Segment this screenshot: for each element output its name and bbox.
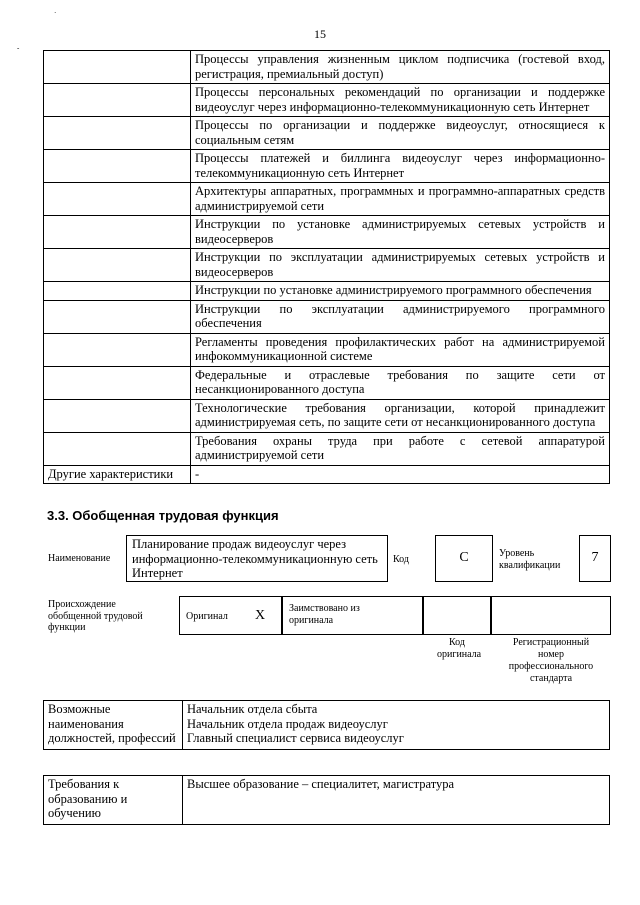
table-cell-empty xyxy=(44,399,191,432)
table-cell-empty xyxy=(44,282,191,301)
table-cell: Требования охраны труда при работе с сетевой аппаратурой администрируемой сети xyxy=(191,432,610,465)
table-row xyxy=(44,776,610,825)
code-label: Код xyxy=(393,554,409,565)
table-row-other xyxy=(44,465,610,484)
name-value: Планирование продаж видеоуслуг через информационно-телекоммуникационную сеть Интернет xyxy=(132,537,378,580)
table-cell-empty xyxy=(44,84,191,117)
other-characteristics-value: - xyxy=(191,465,610,484)
table-cell: Архитектуры аппаратных, программных и программно-аппаратных средств администрируемой сети xyxy=(191,183,610,216)
origin-code-box xyxy=(423,596,491,635)
origin-label: Происхождение обобщенной трудовой функции xyxy=(48,599,143,633)
table-cell: Инструкции по эксплуатации администрируемого программного обеспечения xyxy=(191,300,610,333)
list-item: Начальник отдела продаж видеоуслуг xyxy=(187,716,388,731)
education-label: Требования к образованию и обучению xyxy=(44,776,183,825)
name-label: Наименование xyxy=(48,553,111,564)
borrowed-label: Заимствовано из оригинала xyxy=(289,603,360,626)
table-cell-empty xyxy=(44,249,191,282)
table-cell-empty xyxy=(44,183,191,216)
table-row xyxy=(44,51,610,84)
table-row xyxy=(44,249,610,282)
origin-code-label: Код оригинала xyxy=(437,637,482,660)
knowledge-table xyxy=(43,50,610,484)
table-cell: Процессы платежей и биллинга видеоуслуг через информационно-телекоммуникационную сеть Интернет xyxy=(191,150,610,183)
table-cell-empty xyxy=(44,150,191,183)
table-cell-empty xyxy=(44,432,191,465)
education-value: Высшее образование – специалитет, магистратура xyxy=(183,776,610,825)
table-row xyxy=(44,399,610,432)
table-cell: Процессы персональных рекомендаций по организации и поддержке видеоуслуг через информационно-телекоммуникационную сеть Интернет xyxy=(191,84,610,117)
list-item: Главный специалист сервиса видеоуслуг xyxy=(187,731,404,745)
table-cell-empty xyxy=(44,51,191,84)
table-cell: Процессы управления жизненным циклом подписчика (гостевой вход, регистрация, премиальный доступ) xyxy=(191,51,610,84)
table-cell-empty xyxy=(44,300,191,333)
table-row xyxy=(44,282,610,301)
table-cell: Технологические требования организации, которой принадлежит администрируемая сеть, по защите сети от несанкционированного доступа xyxy=(191,399,610,432)
scan-mark: · xyxy=(54,9,57,17)
level-label: Уровень квалификации xyxy=(499,548,561,571)
reg-number-box xyxy=(491,596,611,635)
table-cell: Инструкции по установке администрируемых сетевых устройств и видеосерверов xyxy=(191,216,610,249)
original-label: Оригинал xyxy=(186,611,228,622)
table-cell-empty xyxy=(44,366,191,399)
table-row xyxy=(44,366,610,399)
table-row xyxy=(44,183,610,216)
positions-table xyxy=(43,700,610,750)
table-row xyxy=(44,216,610,249)
table-row xyxy=(44,432,610,465)
table-row xyxy=(44,150,610,183)
list-item: Начальник отдела сбыта xyxy=(187,702,318,716)
original-mark: X xyxy=(255,608,266,623)
page-number: 15 xyxy=(314,27,326,41)
table-row xyxy=(44,300,610,333)
other-characteristics-label: Другие характеристики xyxy=(44,465,191,484)
table-row xyxy=(44,701,610,750)
table-cell: Инструкции по установке администрируемого программного обеспечения xyxy=(191,282,610,301)
reg-number-label: Регистрационный номер профессионального стандарта xyxy=(508,637,594,684)
table-cell-empty xyxy=(44,333,191,366)
table-cell: Федеральные и отраслевые требования по защите сети от несанкционированного доступа xyxy=(191,366,610,399)
table-row xyxy=(44,117,610,150)
education-table xyxy=(43,775,610,825)
code-value: C xyxy=(459,550,469,565)
table-row xyxy=(44,84,610,117)
table-cell: Процессы по организации и поддержке видеоуслуг, относящиеся к социальным сетям xyxy=(191,117,610,150)
table-cell: Инструкции по эксплуатации администрируемых сетевых устройств и видеосерверов xyxy=(191,249,610,282)
table-cell-empty xyxy=(44,216,191,249)
positions-list xyxy=(183,701,610,750)
positions-label: Возможные наименования должностей, профессий xyxy=(44,701,183,750)
level-value: 7 xyxy=(591,550,599,565)
table-cell-empty xyxy=(44,117,191,150)
table-row xyxy=(44,333,610,366)
section-title: 3.3. Обобщенная трудовая функция xyxy=(47,508,279,523)
scan-mark: - xyxy=(17,44,20,52)
table-cell: Регламенты проведения профилактических работ на администрируемой инфокоммуникационной системе xyxy=(191,333,610,366)
